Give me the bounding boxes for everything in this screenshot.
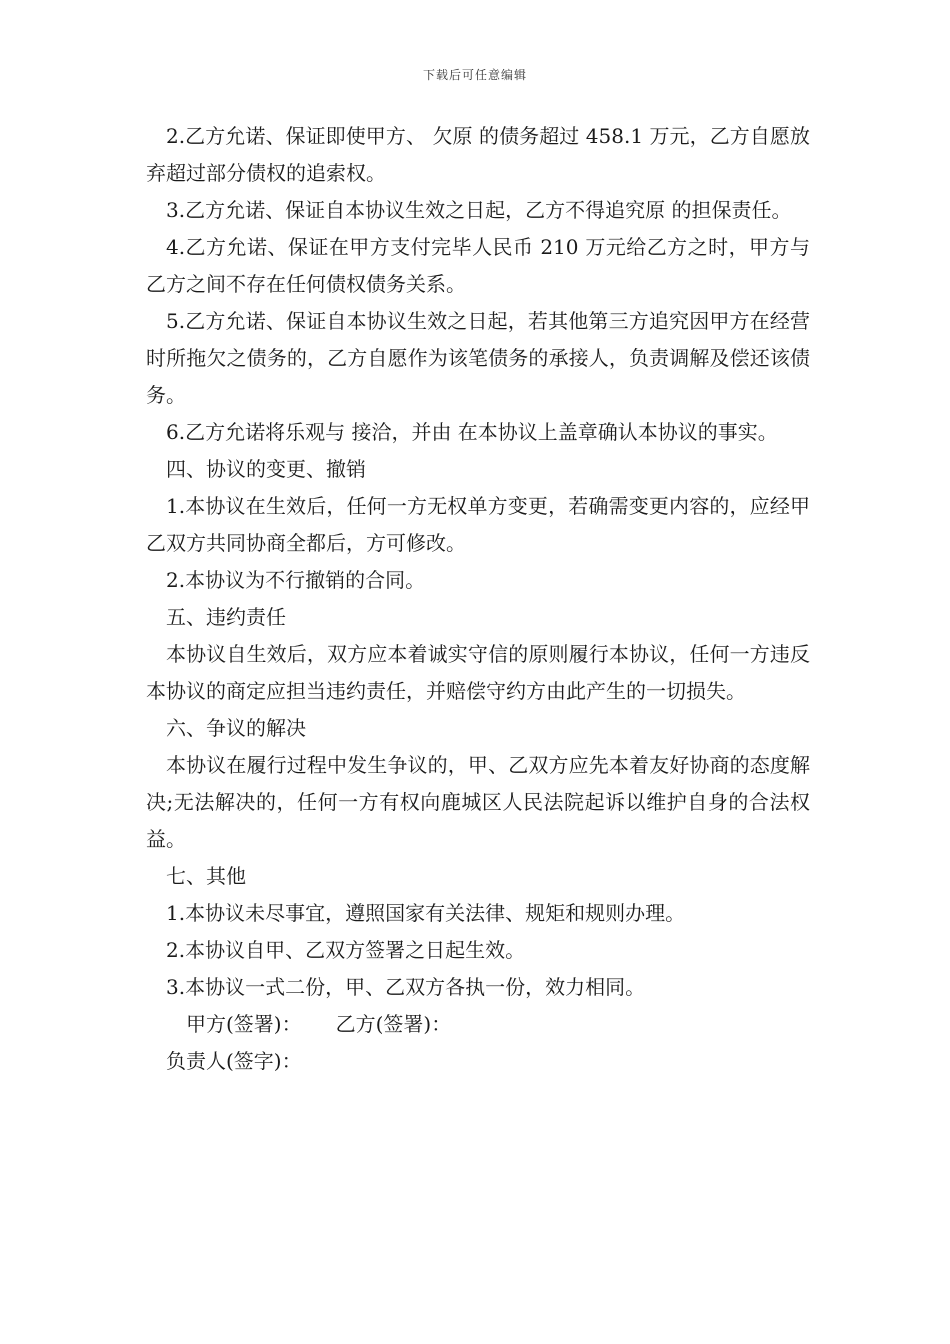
clause-3-4: 4.乙方允诺、保证在甲方支付完毕人民币 210 万元给乙方之时，甲方与乙方之间不存在任何债权债务关系。: [146, 235, 810, 296]
section-heading-6: 六、争议的解决: [166, 716, 306, 740]
section-heading-5: 五、违约责任: [166, 605, 286, 629]
clause-4-1: 1.本协议在生效后，任何一方无权单方变更，若确需变更内容的，应经甲乙双方共同协商全都后，方可修改。: [146, 494, 810, 555]
clause-5-body: 本协议自生效后，双方应本着诚实守信的原则履行本协议，任何一方违反本协议的商定应担当违约责任，并赔偿守约方由此产生的一切损失。: [146, 642, 810, 703]
party-a-signature-label: 甲方(签署)：: [186, 1012, 302, 1036]
clause-7-3: 3.本协议一式二份，甲、乙双方各执一份，效力相同。: [166, 975, 646, 999]
document-body: [146, 118, 810, 1080]
clause-3-5: 5.乙方允诺、保证自本协议生效之日起，若其他第三方追究因甲方在经营 时所拖欠之债务的，乙方自愿作为该笔债务的承接人，负责调解及偿还该债务。: [146, 309, 810, 407]
clause-3-2: 2.乙方允诺、保证即使甲方、 欠原 的债务超过 458.1 万元，乙方自愿放弃超过部分债权的追索权。: [146, 124, 810, 185]
page-header: 下载后可任意编辑: [422, 68, 527, 82]
clause-7-2: 2.本协议自甲、乙双方签署之日起生效。: [166, 938, 526, 962]
clause-6-body: 本协议在履行过程中发生争议的，甲、乙双方应先本着友好协商的态度解决;无法解决的，任何一方有权向鹿城区人民法院起诉以维护自身的合法权益。: [146, 753, 810, 851]
section-heading-7: 七、其他: [166, 864, 246, 888]
signature-row: [146, 1006, 810, 1043]
clause-3-3: 3.乙方允诺、保证自本协议生效之日起，乙方不得追究原 的担保责任。: [166, 198, 792, 222]
clause-4-2: 2.本协议为不行撤销的合同。: [166, 568, 426, 592]
responsible-signature-label: 负责人(签字)：: [166, 1049, 302, 1073]
party-b-signature-label: 乙方(签署)：: [335, 1012, 452, 1036]
section-heading-4: 四、协议的变更、撤销: [166, 457, 366, 481]
clause-3-6: 6.乙方允诺将乐观与 接洽，并由 在本协议上盖章确认本协议的事实。: [166, 420, 778, 444]
clause-7-1: 1.本协议未尽事宜，遵照国家有关法律、规矩和规则办理。: [166, 901, 686, 925]
